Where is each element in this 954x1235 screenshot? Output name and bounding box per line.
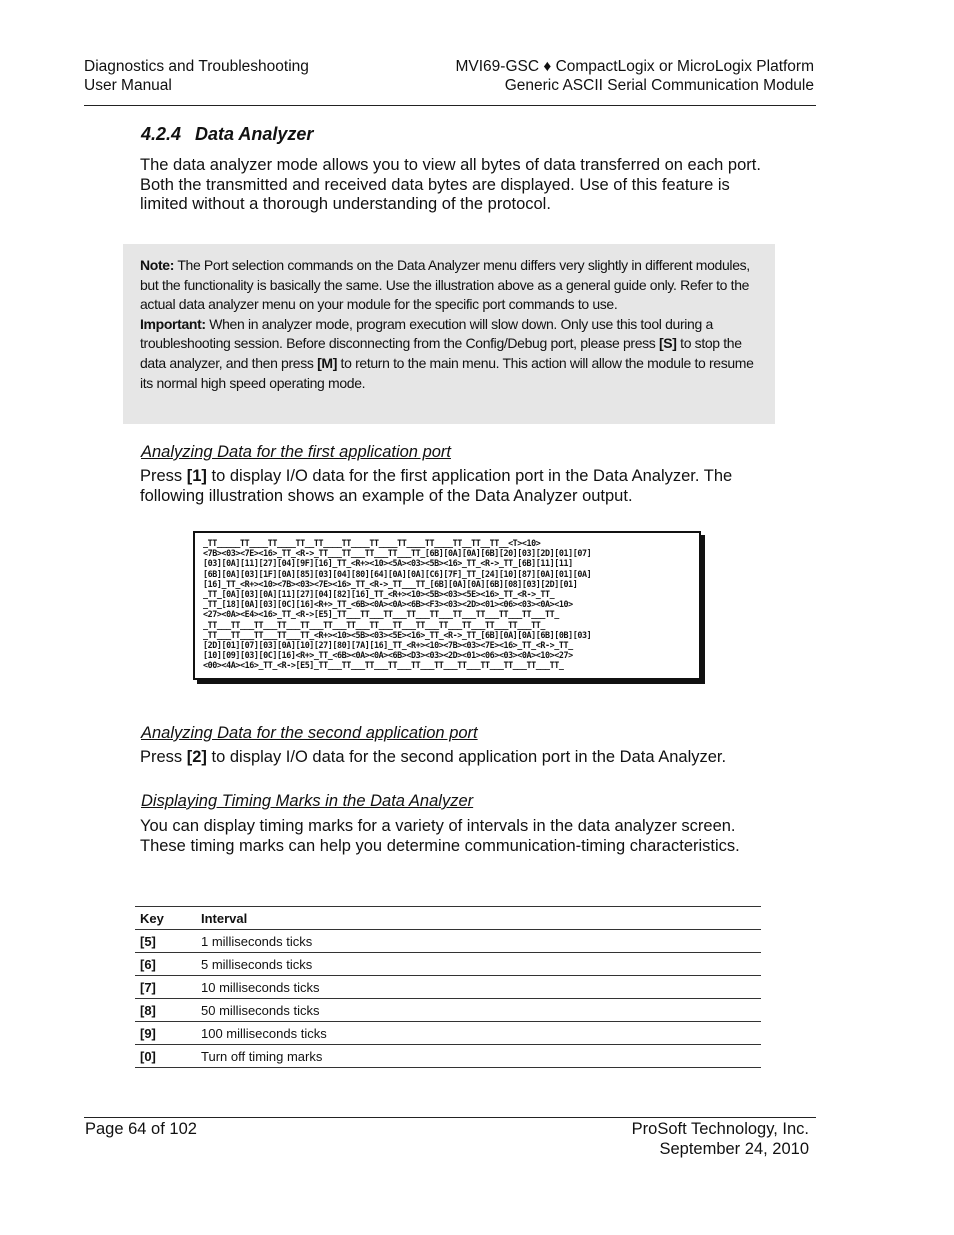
key-cell: [5]: [135, 930, 196, 953]
analyzer-line: <7B><03><7E><16>_TT_<R->_TT___TT___TT___TT___TT_[6B][0A][0A][6B][20][03][2D][01][07]: [203, 548, 592, 559]
second-port-text-pre: Press: [140, 748, 187, 766]
table-row: [135, 1022, 761, 1045]
timing-key-table: [135, 906, 761, 1068]
analyzer-line: [10][09][03][0C][16]<R+>_TT_<6B><0A><0A><6B><D3><03><2D><01><06><03><0A><10><27>: [203, 650, 573, 661]
key-cell: [7]: [135, 976, 196, 999]
data-analyzer-screenshot: [193, 531, 701, 680]
table-row: [135, 1045, 761, 1068]
analyzer-line: _TT___TT___TT___TT___TT_<R+><10><5B><03><5E><16>_TT_<R->_TT_[6B][0A][0A][6B][0B][03]: [203, 629, 592, 640]
key-cell: [9]: [135, 1022, 196, 1045]
interval-cell: 1 milliseconds ticks: [196, 930, 761, 953]
second-port-text-post: to display I/O data for the second application port in the Data Analyzer.: [206, 748, 727, 766]
interval-cell: Turn off timing marks: [196, 1045, 761, 1068]
footer-divider: [84, 1117, 816, 1118]
interval-cell: 50 milliseconds ticks: [196, 999, 761, 1022]
key-s: [S]: [658, 335, 677, 352]
column-header-interval: Interval: [196, 907, 761, 930]
column-header-key: Key: [135, 907, 196, 930]
header-module: Generic ASCII Serial Communication Module: [504, 77, 814, 94]
analyzer-line: _TT_____TT____TT____TT__TT____TT____TT____TT____TT____TT__TT__TT__<T><10>: [203, 538, 541, 548]
running-header-right: [456, 57, 815, 95]
table-row: [135, 953, 761, 976]
footer-right: [632, 1120, 809, 1159]
header-chapter: Diagnostics and Troubleshooting: [84, 58, 309, 75]
note-label: Note:: [140, 257, 175, 273]
first-port-paragraph: [140, 467, 765, 506]
header-manual: User Manual: [84, 77, 172, 94]
key-cell: [6]: [135, 953, 196, 976]
section-heading: [141, 124, 313, 145]
page-number: Page 64 of 102: [85, 1120, 197, 1138]
section-title: Data Analyzer: [195, 124, 314, 144]
first-port-text-pre: Press: [140, 467, 187, 485]
interval-cell: 10 milliseconds ticks: [196, 976, 761, 999]
analyzer-line: _TT___TT___TT___TT___TT___TT___TT___TT___TT___TT___TT___TT___TT___TT___TT_: [203, 619, 546, 630]
key-2: [2]: [186, 748, 207, 766]
analyzer-line: [16]_TT_<R+><10><7B><03><7E><16>_TT_<R->_TT___TT_[6B][0A][0A][6B][08][03][2D][01]: [203, 578, 578, 589]
important-body-3: to return to the main menu. This action will allow the module to resume its normal high speed operating mode.: [140, 354, 754, 391]
timing-heading: Displaying Timing Marks in the Data Analyzer: [141, 792, 474, 810]
header-product: MVI69-GSC ♦ CompactLogix or MicroLogix Platform: [455, 58, 814, 75]
footer-date: September 24, 2010: [659, 1139, 809, 1158]
intro-paragraph: The data analyzer mode allows you to view all bytes of data transferred on each port. Both the transmitted and received data bytes are displayed. Use of this feature is limited without a thorough understanding of the protocol.: [140, 156, 761, 213]
note-text: [140, 256, 757, 393]
key-cell: [8]: [135, 999, 196, 1022]
analyzer-line: <27><0A><E4><16>_TT_<R->[E5]_TT___TT___TT___TT___TT___TT___TT___TT___TT___TT_: [203, 609, 559, 620]
second-port-heading: Analyzing Data for the second application port: [141, 724, 478, 742]
important-label: Important:: [140, 315, 206, 332]
table-row: [135, 976, 761, 999]
header-divider: [84, 105, 816, 106]
table-header-row: [135, 907, 761, 930]
table-row: [135, 999, 761, 1022]
table-row: [135, 930, 761, 953]
key-m: [M]: [317, 354, 338, 371]
analyzer-line: [2D][01][07][03][0A][10][27][80][7A][16]_TT_<R+><10><7B><03><7E><16>_TT_<R->_TT_: [203, 640, 573, 651]
key-1: [1]: [186, 467, 207, 485]
interval-cell: 100 milliseconds ticks: [196, 1022, 761, 1045]
analyzer-line: _TT_[0A][03][0A][11][27][04][82][16]_TT_<R+><10><5B><03><5E><16>_TT_<R->_TT_: [203, 589, 555, 600]
running-header-left: [84, 57, 309, 95]
second-port-paragraph: [140, 748, 765, 768]
analyzer-line: _TT_[18][0A][03][0C][16]<R+>_TT_<6B><0A><0A><6B><F3><03><2D><01><06><03><0A><10>: [203, 599, 573, 610]
footer-company: ProSoft Technology, Inc.: [631, 1120, 809, 1138]
section-number: 4.2.4: [141, 124, 182, 144]
analyzer-line: [03][0A][11][27][04][9F][16]_TT_<R+><10><5A><03><5B><16>_TT_<R->_TT_[6B][11][11]: [203, 558, 573, 569]
important-body-2: to stop the data analyzer, and then press: [140, 335, 742, 371]
key-cell: [0]: [135, 1045, 196, 1068]
first-port-heading: Analyzing Data for the first application port: [141, 443, 451, 461]
timing-paragraph: You can display timing marks for a variety of intervals in the data analyzer screen. These timing marks can help you determine communication-timing characteristics.: [140, 817, 740, 855]
analyzer-line: [6B][0A][03][1F][0A][85][03][04][80][64][0A][0A][C6][7F]_TT_[24][10][87][0A][01][0A]: [203, 568, 592, 579]
note-box: [123, 244, 775, 424]
note-body: The Port selection commands on the Data Analyzer menu differs very slightly in different modules, but the functionality is basically the same. Use the illustration above as a general guide only. Refer to the actual data analyzer menu on your module for the specific port commands to use.: [140, 257, 750, 313]
analyzer-line: <00><4A><16>_TT_<R->[E5]_TT___TT___TT___TT___TT___TT___TT___TT___TT___TT___TT_: [203, 660, 564, 671]
first-port-text-post: to display I/O data for the first application port in the Data Analyzer. The following illustration shows an example of the Data Analyzer output.: [140, 467, 733, 505]
important-body-1: When in analyzer mode, program execution will slow down. Only use this tool during a troubleshooting session. Before disconnecting from the Config/Debug port, please press: [140, 315, 713, 352]
interval-cell: 5 milliseconds ticks: [196, 953, 761, 976]
